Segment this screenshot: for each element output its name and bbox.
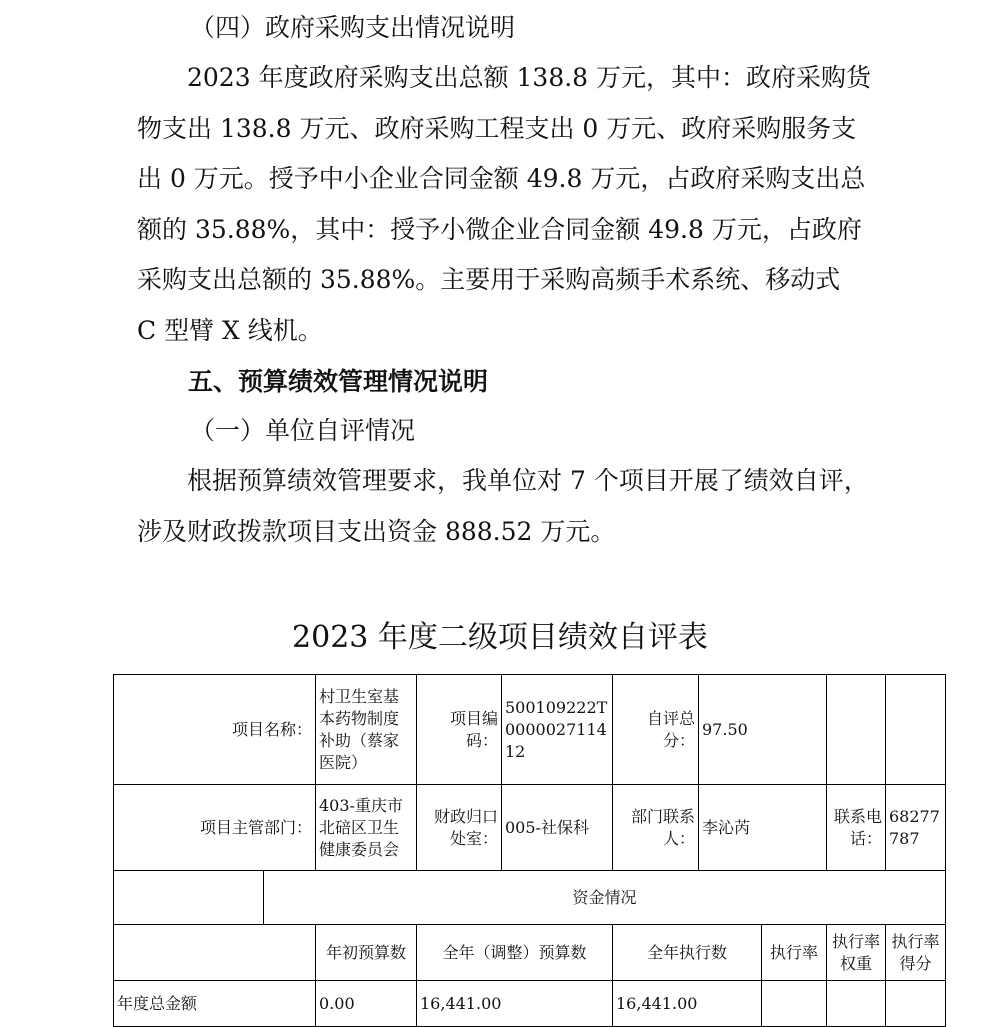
procurement-paragraph [137,53,883,356]
text-line: 出 0 万元。授予中小企业合同金额 49.8 万元，占政府采购支出总 [137,164,866,193]
col-adjusted-budget: 全年（调整）预算数 [417,925,613,981]
empty-cell [886,675,946,785]
text-line: C 型臂 X 线机。 [137,315,323,345]
text-line: 涉及财政拨款项目支出资金 888.52 万元。 [137,516,616,546]
phone-label: 联系电话： [827,785,886,871]
table-row [114,871,946,925]
col-actual: 全年执行数 [613,925,762,981]
table-row [114,925,946,981]
table-row [114,981,946,1027]
self-score-value: 97.50 [699,675,827,785]
finance-office-value: 005-社保科 [502,785,613,871]
text-line: 采购支出总额的 35.88%。主要用于采购高频手术系统、移动式 [137,265,841,294]
empty-cell [827,981,886,1027]
performance-table [113,674,946,1027]
table-row [114,785,946,871]
row-total-actual: 16,441.00 [613,981,762,1027]
table-row [114,675,946,785]
contact-label: 部门联系人： [613,785,699,871]
self-eval-paragraph [137,456,883,557]
row-total-label: 年度总金额 [114,981,316,1027]
self-score-label: 自评总分： [613,675,699,785]
text-line: 额的 35.88%，其中：授予小微企业合同金额 49.8 万元，占政府 [137,214,862,244]
text-line: 根据预算绩效管理要求，我单位对 7 个项目开展了绩效自评， [187,466,869,495]
dept-value: 403-重庆市北碚区卫生健康委员会 [316,785,417,871]
finance-office-label: 财政归口处室： [417,785,502,871]
empty-cell [827,675,886,785]
section-5-1-heading: （一）单位自评情况 [190,416,416,445]
empty-cell [114,925,316,981]
col-rate: 执行率 [762,925,827,981]
dept-label: 项目主管部门： [114,785,316,871]
col-rate-weight: 执行率权重 [827,925,886,981]
section-5-heading: 五、预算绩效管理情况说明 [188,367,489,396]
contact-value: 李沁芮 [699,785,827,871]
empty-cell [114,871,264,925]
procurement-heading: （四）政府采购支出情况说明 [190,13,516,42]
row-total-initial: 0.00 [316,981,417,1027]
phone-value: 68277787 [886,785,946,871]
project-code-value: 500109222T000002711412 [502,675,613,785]
col-rate-score: 执行率得分 [886,925,946,981]
project-code-label: 项目编码： [417,675,502,785]
text-line: 2023 年度政府采购支出总额 138.8 万元，其中：政府采购货 [187,63,872,92]
project-name-value: 村卫生室基本药物制度补助（蔡家医院） [316,675,417,785]
funds-header: 资金情况 [264,871,946,925]
empty-cell [762,981,827,1027]
col-initial-budget: 年初预算数 [316,925,417,981]
text-line: 物支出 138.8 万元、政府采购工程支出 0 万元、政府采购服务支 [137,113,857,143]
table-title: 2023 年度二级项目绩效自评表 [292,620,708,655]
row-total-adjusted: 16,441.00 [417,981,613,1027]
empty-cell [886,981,946,1027]
project-name-label: 项目名称： [114,675,316,785]
